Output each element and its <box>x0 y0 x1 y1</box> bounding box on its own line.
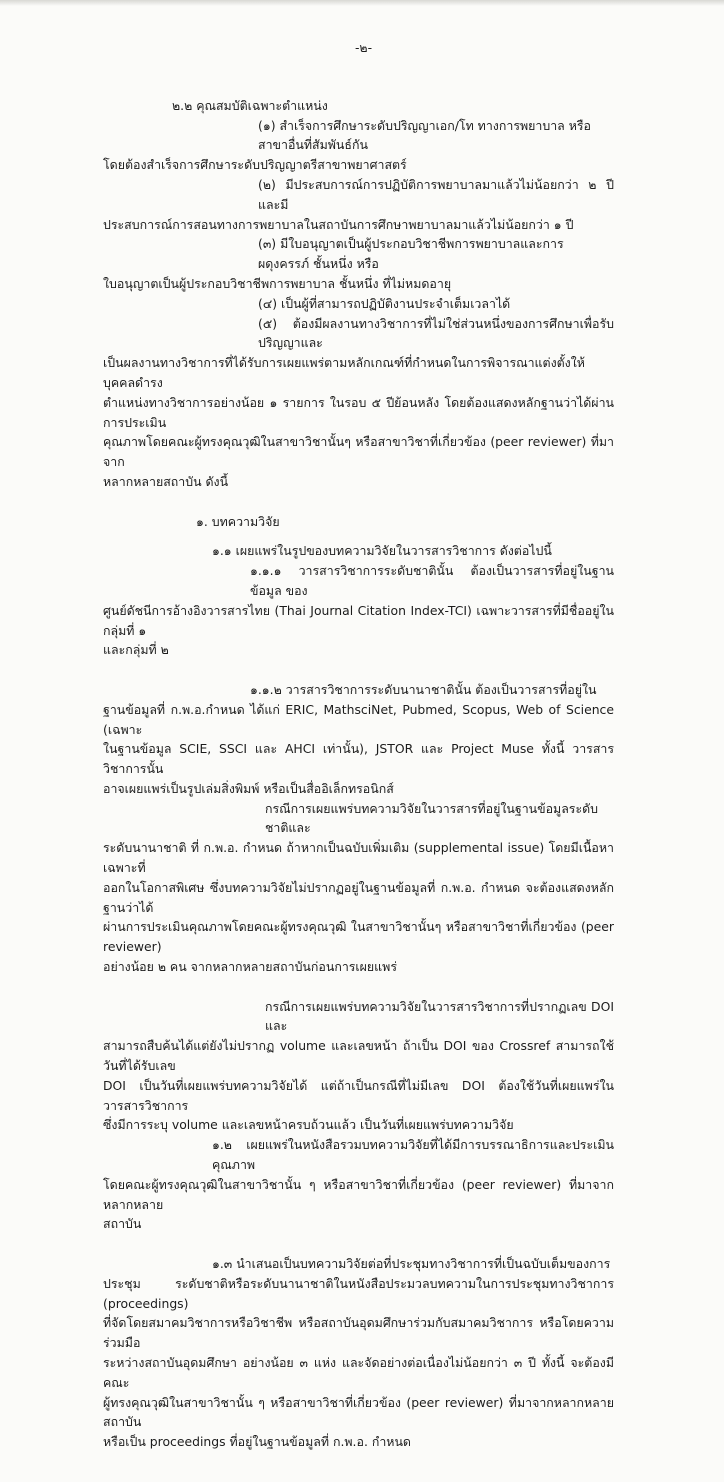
section-title: ๒.๒ คุณสมบัติเฉพาะตำแหน่ง <box>172 97 328 113</box>
heading-1-1: ๑.๑ เผยแพร่ในรูปของบทความวิจัยในวารสารวิชาการ ดังต่อไปนี้ <box>212 543 552 559</box>
paragraph-line: หรือเป็น proceedings ที่อยู่ในฐานข้อมูลที่ ก.พ.อ. กำหนด <box>103 1434 411 1450</box>
paragraph-line: อย่างน้อย ๒ คน จากหลากหลายสถาบันก่อนการเผยแพร่ <box>103 959 397 975</box>
paragraph-line: สถาบัน <box>103 1216 142 1232</box>
paragraph-line: ผ่านการประเมินคุณภาพโดยคณะผู้ทรงคุณวุฒิ ในสาขาวิชานั้นๆ หรือสาขาวิชาที่เกี่ยวข้อง (peer reviewer) <box>103 919 614 955</box>
paragraph-line: DOI เป็นวันที่เผยแพร่บทความวิจัยได้ แต่ถ้าเป็นกรณีที่ไม่มีเลข DOI ต้องใช้วันที่เผยแพร่ในวารสารวิชาการ <box>103 1077 614 1113</box>
paragraph-line: ผู้ทรงคุณวุฒิในสาขาวิชานั้น ๆ หรือสาขาวิชาที่เกี่ยวข้อง (peer reviewer) ที่มาจากหลากหลายสถาบัน <box>103 1394 614 1430</box>
item-1-1-1: ๑.๑.๑ วารสารวิชาการระดับชาตินั้น ต้องเป็นวารสารที่อยู่ในฐานข้อมูล ของ <box>250 563 614 598</box>
qualification-5: (๕) ต้องมีผลงานทางวิชาการที่ไม่ใช่ส่วนหนึ่งของการศึกษาเพื่อรับปริญญาและ <box>258 315 614 351</box>
paragraph-line: ระดับนานาชาติ ที่ ก.พ.อ. กำหนด ถ้าหากเป็นฉบับเพิ่มเติม (supplemental issue) โดยมีเนื้อหาเฉพาะที่ <box>103 840 614 876</box>
paragraph-line: ระหว่างสถาบันอุดมศึกษา อย่างน้อย ๓ แห่ง และจัดอย่างต่อเนื่องไม่น้อยกว่า ๓ ปี ทั้งนี้ จะต้องมีคณะ <box>103 1355 614 1390</box>
paragraph-line: คุณภาพโดยคณะผู้ทรงคุณวุฒิในสาขาวิชานั้นๆ หรือสาขาวิชาที่เกี่ยวข้อง (peer reviewer) ที่มาจาก <box>103 434 614 470</box>
paragraph-line: เป็นผลงานทางวิชาการที่ได้รับการเผยแพร่ตามหลักเกณฑ์ที่กำหนดในการพิจารณาแต่งตั้งให้บุคคลดำรง <box>103 355 585 390</box>
paragraph-line: ที่จัดโดยสมาคมวิชาการหรือวิชาชีพ หรือสถาบันอุดมศึกษาร่วมกับสมาคมวิชาการ หรือโดยความร่วมมือ <box>103 1315 614 1351</box>
paragraph-line: ใบอนุญาตเป็นผู้ประกอบวิชาชีพการพยาบาล ชั้นหนึ่ง ที่ไม่หมดอายุ <box>103 275 452 291</box>
paragraph-line: ฐานข้อมูลที่ ก.พ.อ.กำหนด ได้แก่ ERIC, MathsciNet, Pubmed, Scopus, Web of Science (เฉพาะ <box>103 701 614 737</box>
paragraph-line: ออกในโอกาสพิเศษ ซึ่งบทความวิจัยไม่ปรากฏอยู่ในฐานข้อมูลที่ ก.พ.อ. กำหนด จะต้องแสดงหลักฐานว่าได้ <box>103 879 614 915</box>
page-number: -๒- <box>354 40 373 55</box>
item-1-2: ๑.๒ เผยแพร่ในหนังสือรวมบทความวิจัยที่ได้มีการบรรณาธิการและประเมินคุณภาพ <box>212 1137 614 1173</box>
paragraph-line: โดยต้องสำเร็จการศึกษาระดับปริญญาตรีสาขาพยาศาสตร์ <box>103 157 407 173</box>
paragraph-line: ในฐานข้อมูล SCIE, SSCI และ AHCI เท่านั้น), JSTOR และ Project Muse ทั้งนี้ วารสารวิชาการนั้น <box>103 741 614 777</box>
paragraph-line: ศูนย์ดัชนีการอ้างอิงวารสารไทย (Thai Journal Citation Index-TCI) เฉพาะวารสารที่มีชื่ออยู่ในกลุ่มที่ ๑ <box>103 602 614 638</box>
paragraph-line: ประสบการณ์การสอนทางการพยาบาลในสถาบันการศึกษาพยาบาลมาแล้วไม่น้อยกว่า ๑ ปี <box>103 216 574 232</box>
paragraph-line: ตำแหน่งทางวิชาการอย่างน้อย ๑ รายการ ในรอบ ๕ ปีย้อนหลัง โดยต้องแสดงหลักฐานว่าได้ผ่านการประเมิน <box>103 394 614 430</box>
paragraph-line: โดยคณะผู้ทรงคุณวุฒิในสาขาวิชานั้น ๆ หรือสาขาวิชาที่เกี่ยวข้อง (peer reviewer) ที่มาจากหลากหลาย <box>103 1176 614 1212</box>
paragraph-line: สามารถสืบค้นได้แต่ยังไม่ปรากฏ volume และเลขหน้า ถ้าเป็น DOI ของ Crossref สามารถใช้วันที่ได้รับเลข <box>103 1038 614 1074</box>
item-1-3: ๑.๓ นำเสนอเป็นบทความวิจัยต่อที่ประชุมทางวิชาการที่เป็นฉบับเต็มของการ <box>212 1256 611 1272</box>
qualification-3: (๓) มีใบอนุญาตเป็นผู้ประกอบวิชาชีพการพยาบาลและการผดุงครรภ์ ชั้นหนึ่ง หรือ <box>258 236 564 272</box>
paragraph-line: ประชุม ระดับชาติหรือระดับนานาชาติในหนังสือประมวลบทความในการประชุมทางวิชาการ (proceedings) <box>103 1275 614 1311</box>
case-doi: กรณีการเผยแพร่บทความวิจัยในวารสารวิชาการที่ปรากฏเลข DOI และ <box>265 998 614 1034</box>
case-supplemental: กรณีการเผยแพร่บทความวิจัยในวารสารที่อยู่ในฐานข้อมูลระดับชาติและ <box>265 800 599 836</box>
qualification-1: (๑) สำเร็จการศึกษาระดับปริญญาเอก/โท ทางการพยาบาล หรือสาขาอื่นที่สัมพันธ์กัน <box>258 117 591 153</box>
paragraph-line: อาจเผยแพร่เป็นรูปเล่มสิ่งพิมพ์ หรือเป็นสื่ออิเล็กทรอนิกส์ <box>103 780 394 796</box>
item-1-1-2: ๑.๑.๒ วารสารวิชาการระดับนานาชาตินั้น ต้องเป็นวารสารที่อยู่ใน <box>250 681 597 697</box>
paragraph-line: และกลุ่มที่ ๒ <box>103 642 169 658</box>
qualification-4: (๔) เป็นผู้ที่สามารถปฏิบัติงานประจำเต็มเวลาได้ <box>258 295 511 311</box>
paragraph-line: ซึ่งมีการระบุ volume และเลขหน้าครบถ้วนแล้ว เป็นวันที่เผยแพร่บทความวิจัย <box>103 1117 514 1133</box>
paragraph-line: หลากหลายสถาบัน ดังนี้ <box>103 473 229 489</box>
qualification-2: (๒) มีประสบการณ์การปฏิบัติการพยาบาลมาแล้วไม่น้อยกว่า ๒ ปี และมี <box>258 176 614 212</box>
heading-research-article: ๑. บทความวิจัย <box>196 513 280 529</box>
